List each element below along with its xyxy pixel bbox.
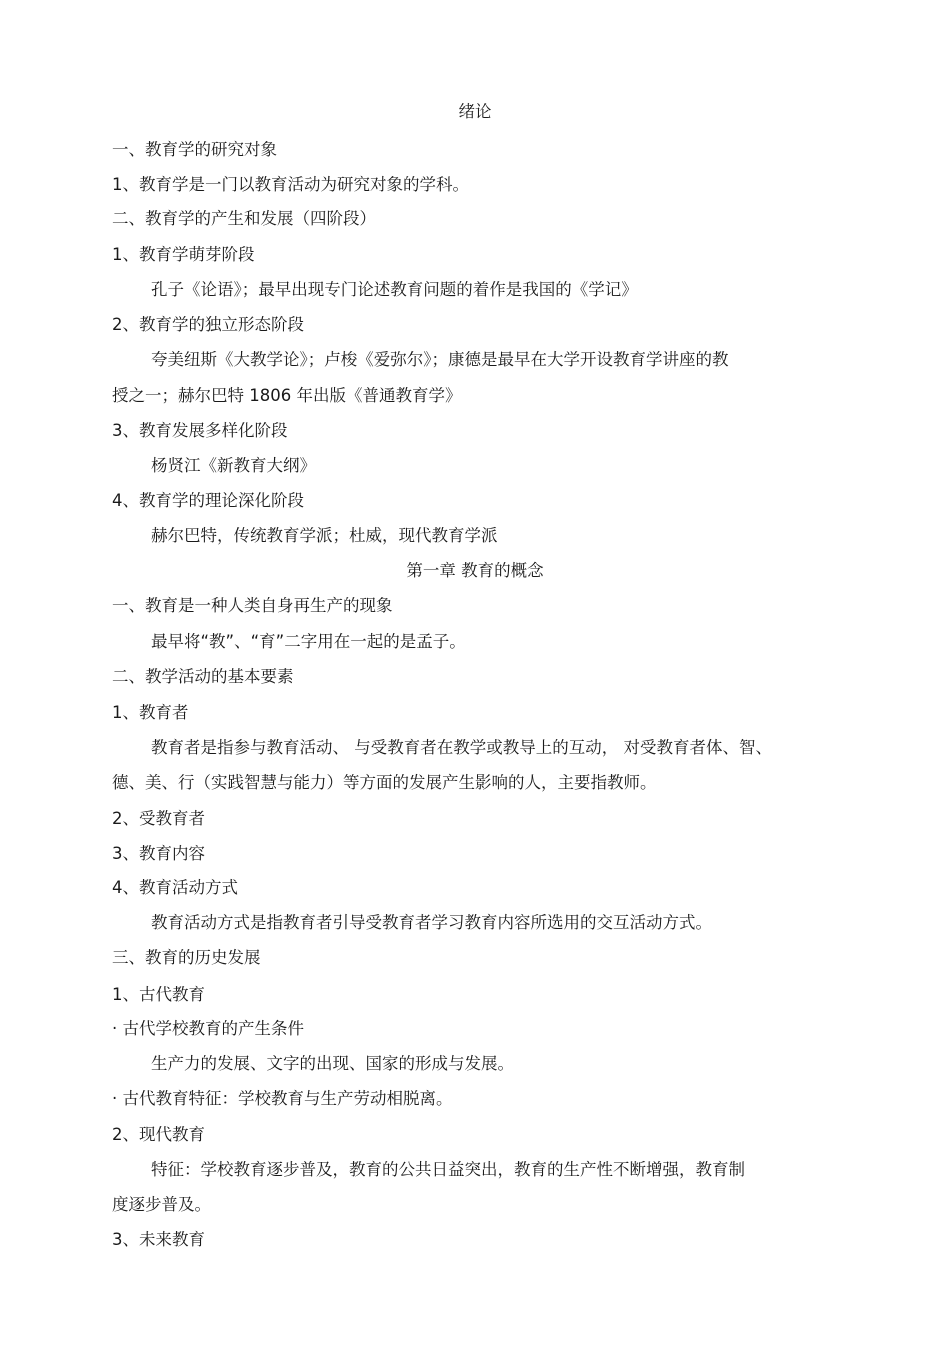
item-heading: 3、教育内容 (112, 844, 205, 863)
paragraph: 生产力的发展、文字的出现、国家的形成与发展。 (151, 1054, 514, 1073)
bullet-item: · 古代教育特征：学校教育与生产劳动相脱离。 (112, 1089, 453, 1108)
item-heading: 1、教育学是一门以教育活动为研究对象的学科。 (112, 175, 469, 194)
section-heading: 二、教育学的产生和发展（四阶段） (112, 209, 376, 228)
section-heading: 三、教育的历史发展 (112, 948, 261, 967)
paragraph-continuation: 德、美、行（实践智慧与能力）等方面的发展产生影响的人，主要指教师。 (112, 773, 657, 792)
paragraph: 特征：学校教育逐步普及，教育的公共日益突出，教育的生产性不断增强，教育制 (151, 1160, 745, 1179)
item-heading: 2、受教育者 (112, 809, 205, 828)
item-heading: 2、现代教育 (112, 1125, 205, 1144)
item-heading: 3、教育发展多样化阶段 (112, 421, 288, 440)
paragraph-continuation: 授之一；赫尔巴特 1806 年出版《普通教育学》 (112, 386, 462, 405)
item-heading: 1、教育学萌芽阶段 (112, 245, 255, 264)
paragraph: 夸美纽斯《大教学论》；卢梭《爱弥尔》；康德是最早在大学开设教育学讲座的教 (151, 350, 729, 369)
section-heading: 二、教学活动的基本要素 (112, 667, 294, 686)
paragraph: 孔子《论语》；最早出现专门论述教育问题的着作是我国的《学记》 (151, 280, 638, 299)
paragraph: 杨贤江《新教育大纲》 (151, 456, 316, 475)
paragraph: 教育者是指参与教育活动、 与受教育者在教学或教导上的互动， 对受教育者体、智、 (151, 738, 772, 757)
bullet-item: · 古代学校教育的产生条件 (112, 1019, 304, 1038)
paragraph-continuation: 度逐步普及。 (112, 1195, 211, 1214)
paragraph: 赫尔巴特，传统教育学派；杜威，现代教育学派 (151, 526, 498, 545)
section-heading: 一、教育学的研究对象 (112, 140, 277, 159)
item-heading: 4、教育学的理论深化阶段 (112, 491, 304, 510)
item-heading: 3、未来教育 (112, 1230, 205, 1249)
section-heading: 一、教育是一种人类自身再生产的现象 (112, 596, 393, 615)
paragraph: 最早将“教”、“育”二字用在一起的是孟子。 (151, 632, 466, 651)
item-heading: 2、教育学的独立形态阶段 (112, 315, 304, 334)
chapter-title: 第一章 教育的概念 (406, 561, 544, 580)
item-heading: 1、教育者 (112, 703, 189, 722)
item-heading: 4、教育活动方式 (112, 878, 238, 897)
item-heading: 1、古代教育 (112, 985, 205, 1004)
paragraph: 教育活动方式是指教育者引导受教育者学习教育内容所选用的交互活动方式。 (151, 913, 712, 932)
doc-title: 绪论 (458, 102, 492, 121)
